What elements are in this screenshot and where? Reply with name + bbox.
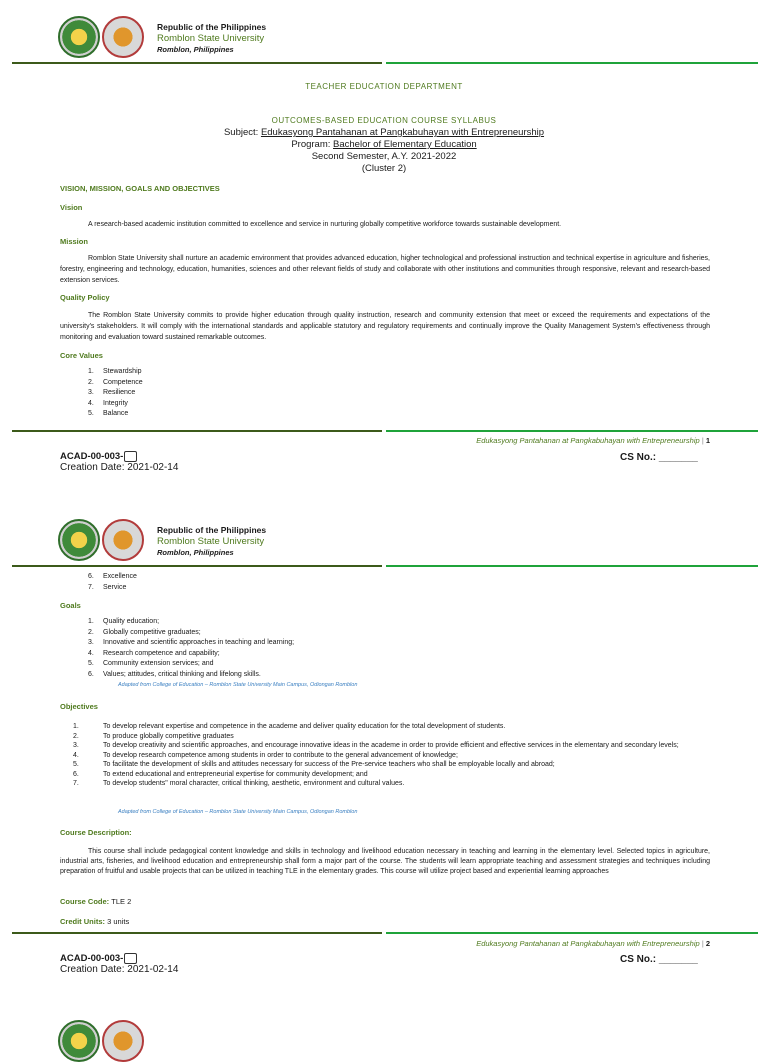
course-code-value: TLE 2 — [111, 897, 132, 906]
footer-separator: | — [701, 436, 704, 445]
list-item-number: 1. — [73, 723, 79, 730]
core-value-item — [88, 367, 143, 378]
list-item-number: 5. — [73, 761, 79, 768]
list-item-number: 6. — [88, 670, 94, 678]
list-item-text: Values; attitudes, critical thinking and lifelong skills. — [103, 670, 261, 678]
list-item-text: To produce globally competitive graduates — [103, 732, 234, 740]
footer-course-title — [360, 436, 710, 445]
header-republic: Republic of the Philippines — [157, 525, 267, 535]
subject-label: Subject: — [223, 127, 259, 138]
list-item-text: Excellence — [103, 573, 137, 580]
list-item-text: Competence — [103, 378, 143, 386]
goal-item — [88, 659, 294, 670]
mission-text: Romblon State University shall nurture an academic environment that provides advanced education, higher technological and professional instruction and technical expertise in agriculture and fisheries, forestry, engineering and technology, education, humanities, sciences and other relevant fields of study and collaborate with other institutions and communities through responsive, relevant and research-based extension services. — [60, 255, 710, 284]
quality-policy-heading: Quality Policy — [60, 293, 110, 302]
list-item-text: Service — [103, 583, 127, 591]
list-item-number: 1. — [88, 618, 94, 625]
list-item-text: Globally competitive graduates; — [103, 628, 201, 636]
objective-item — [73, 722, 710, 732]
adapted-note: Adapted from College of Education – Romblon State University Main Campus, Odiongan Romblon — [118, 809, 358, 815]
footer-title-text: Edukasyong Pantahanan at Pangkabuhayan with Entrepreneurship — [476, 436, 700, 445]
header-location: Romblon, Philippines — [157, 45, 234, 54]
footer-rule-left — [12, 430, 382, 432]
program-line — [0, 139, 768, 150]
list-item-number: 4. — [88, 649, 94, 657]
list-item-number: 3. — [88, 389, 94, 396]
footer-cs-no: CS No.: _______ — [620, 452, 698, 463]
core-value-item — [88, 388, 143, 399]
course-code-label: Course Code: — [60, 897, 110, 906]
college-seal-logo — [102, 1020, 144, 1062]
core-values-list — [88, 367, 143, 420]
list-item-number: 4. — [73, 751, 79, 759]
core-value-item — [88, 399, 143, 410]
course-code-line — [60, 897, 131, 906]
footer-rule-right — [386, 932, 758, 934]
list-item-text: To develop relevant expertise and competence in the academe and deliver quality education for the total development of students. — [103, 723, 506, 730]
core-values-list-continued — [88, 572, 137, 593]
goals-heading: Goals — [60, 601, 81, 610]
footer-creation-date: Creation Date: 2021-02-14 — [60, 964, 179, 975]
credit-units-value: 3 units — [107, 917, 130, 926]
university-seal-logo — [58, 1020, 100, 1062]
quality-policy-text: The Romblon State University commits to provide higher education through quality instruction, research and community extension that meet or exceed the requirements and expectations of the university's stakeholders. It will comply with the international standards and applicable statutory and regulatory requirements and continually improve the Quality Management System's effectiveness through monitoring and evaluation toward sustained remarkable outcomes. — [60, 312, 710, 341]
list-item-text: Resilience — [103, 389, 136, 396]
list-item-number: 1. — [88, 368, 94, 375]
list-item-text: To develop creativity and scientific approaches, and encourage innovative ideas in the academe in order to provide efficient and effective services in the elementary and secondary levels; — [103, 742, 679, 749]
list-item-number: 6. — [88, 573, 94, 580]
footer-page-number: 1 — [705, 436, 710, 445]
goal-item — [88, 638, 294, 649]
header-university: Romblon State University — [157, 536, 265, 547]
core-value-item — [88, 378, 143, 389]
list-item-number: 2. — [88, 378, 94, 386]
objective-item — [73, 770, 710, 780]
footer-cs-no: CS No.: _______ — [620, 954, 698, 965]
list-item-number: 5. — [88, 660, 94, 667]
checkbox-icon — [124, 451, 137, 462]
doc-code-text: ACAD-00-003- — [60, 953, 124, 965]
list-item-text: Stewardship — [103, 368, 142, 375]
mission-heading: Mission — [60, 237, 88, 246]
list-item-text: Balance — [103, 410, 129, 417]
credit-units-line — [60, 917, 129, 926]
header-rule-left — [12, 62, 382, 64]
list-item-text: Integrity — [103, 399, 128, 407]
footer-doc-code — [60, 953, 137, 964]
list-item-text: To facilitate the development of skills and attitudes necessary for success of the Pre-service teachers who shall be employable locally and abroad; — [103, 761, 555, 768]
goals-list — [88, 617, 294, 680]
list-item-text: To develop students" moral character, critical thinking, aesthetic, environment and cultural values. — [103, 780, 405, 787]
footer-separator: | — [701, 939, 704, 948]
header-rule-right — [386, 565, 758, 567]
header-rule-left — [12, 565, 382, 567]
objective-item — [73, 732, 710, 742]
syllabus-title: OUTCOMES-BASED EDUCATION COURSE SYLLABUS — [271, 116, 497, 125]
list-item-text: Innovative and scientific approaches in teaching and learning; — [103, 639, 295, 646]
footer-rule-left — [12, 932, 382, 934]
vision-heading: Vision — [60, 203, 83, 212]
header-location: Romblon, Philippines — [157, 548, 234, 557]
program-value: Bachelor of Elementary Education — [333, 139, 477, 150]
university-seal-logo — [58, 16, 100, 58]
footer-title-text: Edukasyong Pantahanan at Pangkabuhayan with Entrepreneurship — [476, 939, 700, 948]
goal-item — [88, 617, 294, 628]
list-item-number: 2. — [88, 628, 94, 636]
list-item-number: 6. — [73, 770, 79, 778]
department-title: TEACHER EDUCATION DEPARTMENT — [305, 82, 463, 91]
core-values-heading: Core Values — [60, 351, 103, 360]
list-item-number: 7. — [73, 780, 79, 787]
core-value-item — [88, 572, 137, 583]
list-item-number: 4. — [88, 399, 94, 407]
footer-course-title — [360, 939, 710, 948]
college-seal-logo — [102, 16, 144, 58]
course-description-heading: Course Description: — [60, 828, 132, 837]
footer-page-number: 2 — [705, 939, 710, 948]
vmgo-heading: VISION, MISSION, GOALS AND OBJECTIVES — [60, 184, 220, 193]
list-item-number: 7. — [88, 583, 94, 591]
list-item-text: To develop research competence among students in order to contribute to the general advancement of knowledge; — [103, 751, 458, 759]
objective-item — [73, 760, 710, 770]
objectives-list — [73, 722, 710, 789]
objective-item — [73, 751, 710, 761]
objectives-heading: Objectives — [60, 702, 98, 711]
footer-rule-right — [386, 430, 758, 432]
goal-item — [88, 649, 294, 660]
footer-creation-date: Creation Date: 2021-02-14 — [60, 462, 179, 473]
university-seal-logo — [58, 519, 100, 561]
goal-item — [88, 628, 294, 639]
core-value-item — [88, 583, 137, 594]
college-seal-logo — [102, 519, 144, 561]
subject-line — [0, 127, 768, 138]
checkbox-icon — [124, 953, 137, 964]
doc-code-text: ACAD-00-003- — [60, 451, 124, 463]
adapted-note: Adapted from College of Education – Romblon State University Main Campus, Odiongan Romblon — [118, 682, 358, 688]
objective-item — [73, 779, 710, 789]
course-description-text: This course shall include pedagogical content knowledge and skills in technology and livelihood education necessary in teaching and learning in the elementary level. Selected topics in agriculture, industrial arts, fisheries, and livelihood education and entrepreneurship shall form a major part of the course. The students will learn appropriate teaching and assessment strategies and techniques including preparation of fruitful and usable projects that can be utilized in teaching TLE in the elementary grades. This course will utilize project based and experiential learning approaches — [60, 848, 710, 875]
vision-text: A research-based academic institution committed to excellence and service in nurturing globally competitive workforce towards sustainable development. — [88, 221, 562, 228]
header-rule-right — [386, 62, 758, 64]
header-republic: Republic of the Philippines — [157, 22, 267, 32]
objective-item — [73, 741, 710, 751]
program-label: Program: — [291, 139, 331, 150]
list-item-number: 2. — [73, 732, 79, 740]
list-item-number: 3. — [88, 639, 94, 646]
list-item-number: 3. — [73, 742, 79, 749]
list-item-text: Community extension services; and — [103, 660, 214, 667]
semester-line: Second Semester, A.Y. 2021-2022 — [311, 151, 457, 162]
cluster-line: (Cluster 2) — [361, 163, 407, 174]
subject-value: Edukasyong Pantahanan at Pangkabuhayan with Entrepreneurship — [260, 127, 545, 138]
list-item-text: To extend educational and entrepreneurial expertise for community development; and — [103, 770, 368, 778]
list-item-text: Quality education; — [103, 618, 160, 625]
goal-item — [88, 670, 294, 681]
list-item-number: 5. — [88, 410, 94, 417]
header-university: Romblon State University — [157, 33, 265, 44]
core-value-item — [88, 409, 143, 420]
list-item-text: Research competence and capability; — [103, 649, 220, 657]
credit-units-label: Credit Units: — [60, 917, 105, 926]
footer-doc-code — [60, 451, 137, 462]
